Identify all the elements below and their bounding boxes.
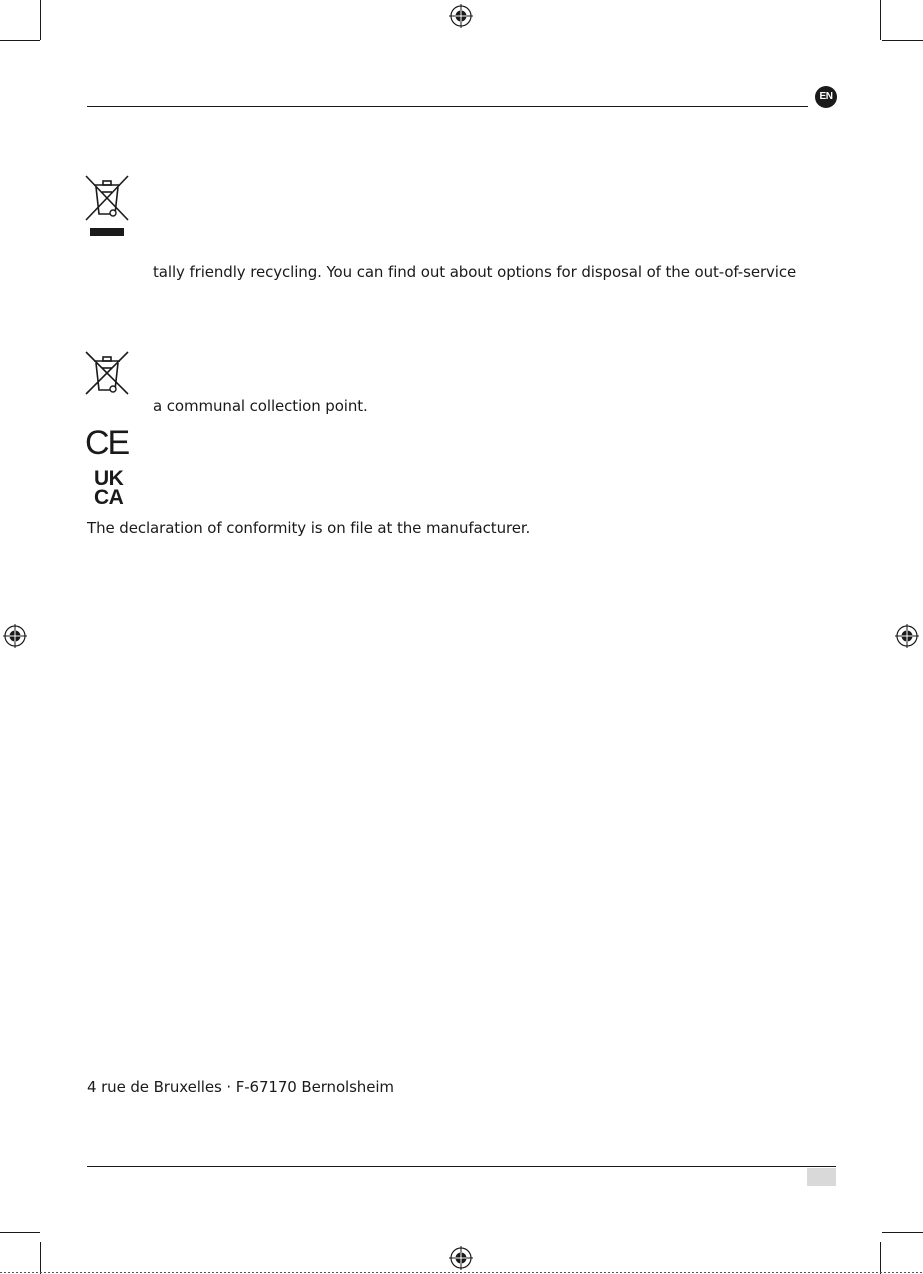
- footer-rule: [87, 1166, 836, 1167]
- page-number-box: [807, 1168, 836, 1186]
- disposal-paragraph-line: tally friendly recycling. You can find out about options for disposal of the out-of-service: [153, 263, 797, 281]
- crossed-bin-icon: [84, 350, 130, 396]
- language-badge: EN: [815, 86, 837, 108]
- ukca-mark-icon: [94, 469, 123, 507]
- conformity-statement: The declaration of conformity is on file at the manufacturer.: [87, 519, 531, 537]
- header-rule: [87, 106, 808, 107]
- registration-mark-icon: [449, 1246, 473, 1270]
- trim-dotted-line: [0, 1272, 923, 1273]
- ukca-mark-top: UK: [94, 467, 124, 490]
- registration-mark-icon: [449, 4, 473, 28]
- ukca-mark-bottom: CA: [94, 486, 124, 509]
- registration-mark-icon: [3, 624, 27, 648]
- manufacturer-address: 4 rue de Bruxelles · F-67170 Bernolsheim: [87, 1078, 394, 1096]
- ce-mark-icon: CE: [85, 424, 129, 462]
- battery-disposal-line: a communal collection point.: [153, 397, 368, 415]
- registration-mark-icon: [895, 624, 919, 648]
- crossed-bin-icon: [84, 174, 130, 238]
